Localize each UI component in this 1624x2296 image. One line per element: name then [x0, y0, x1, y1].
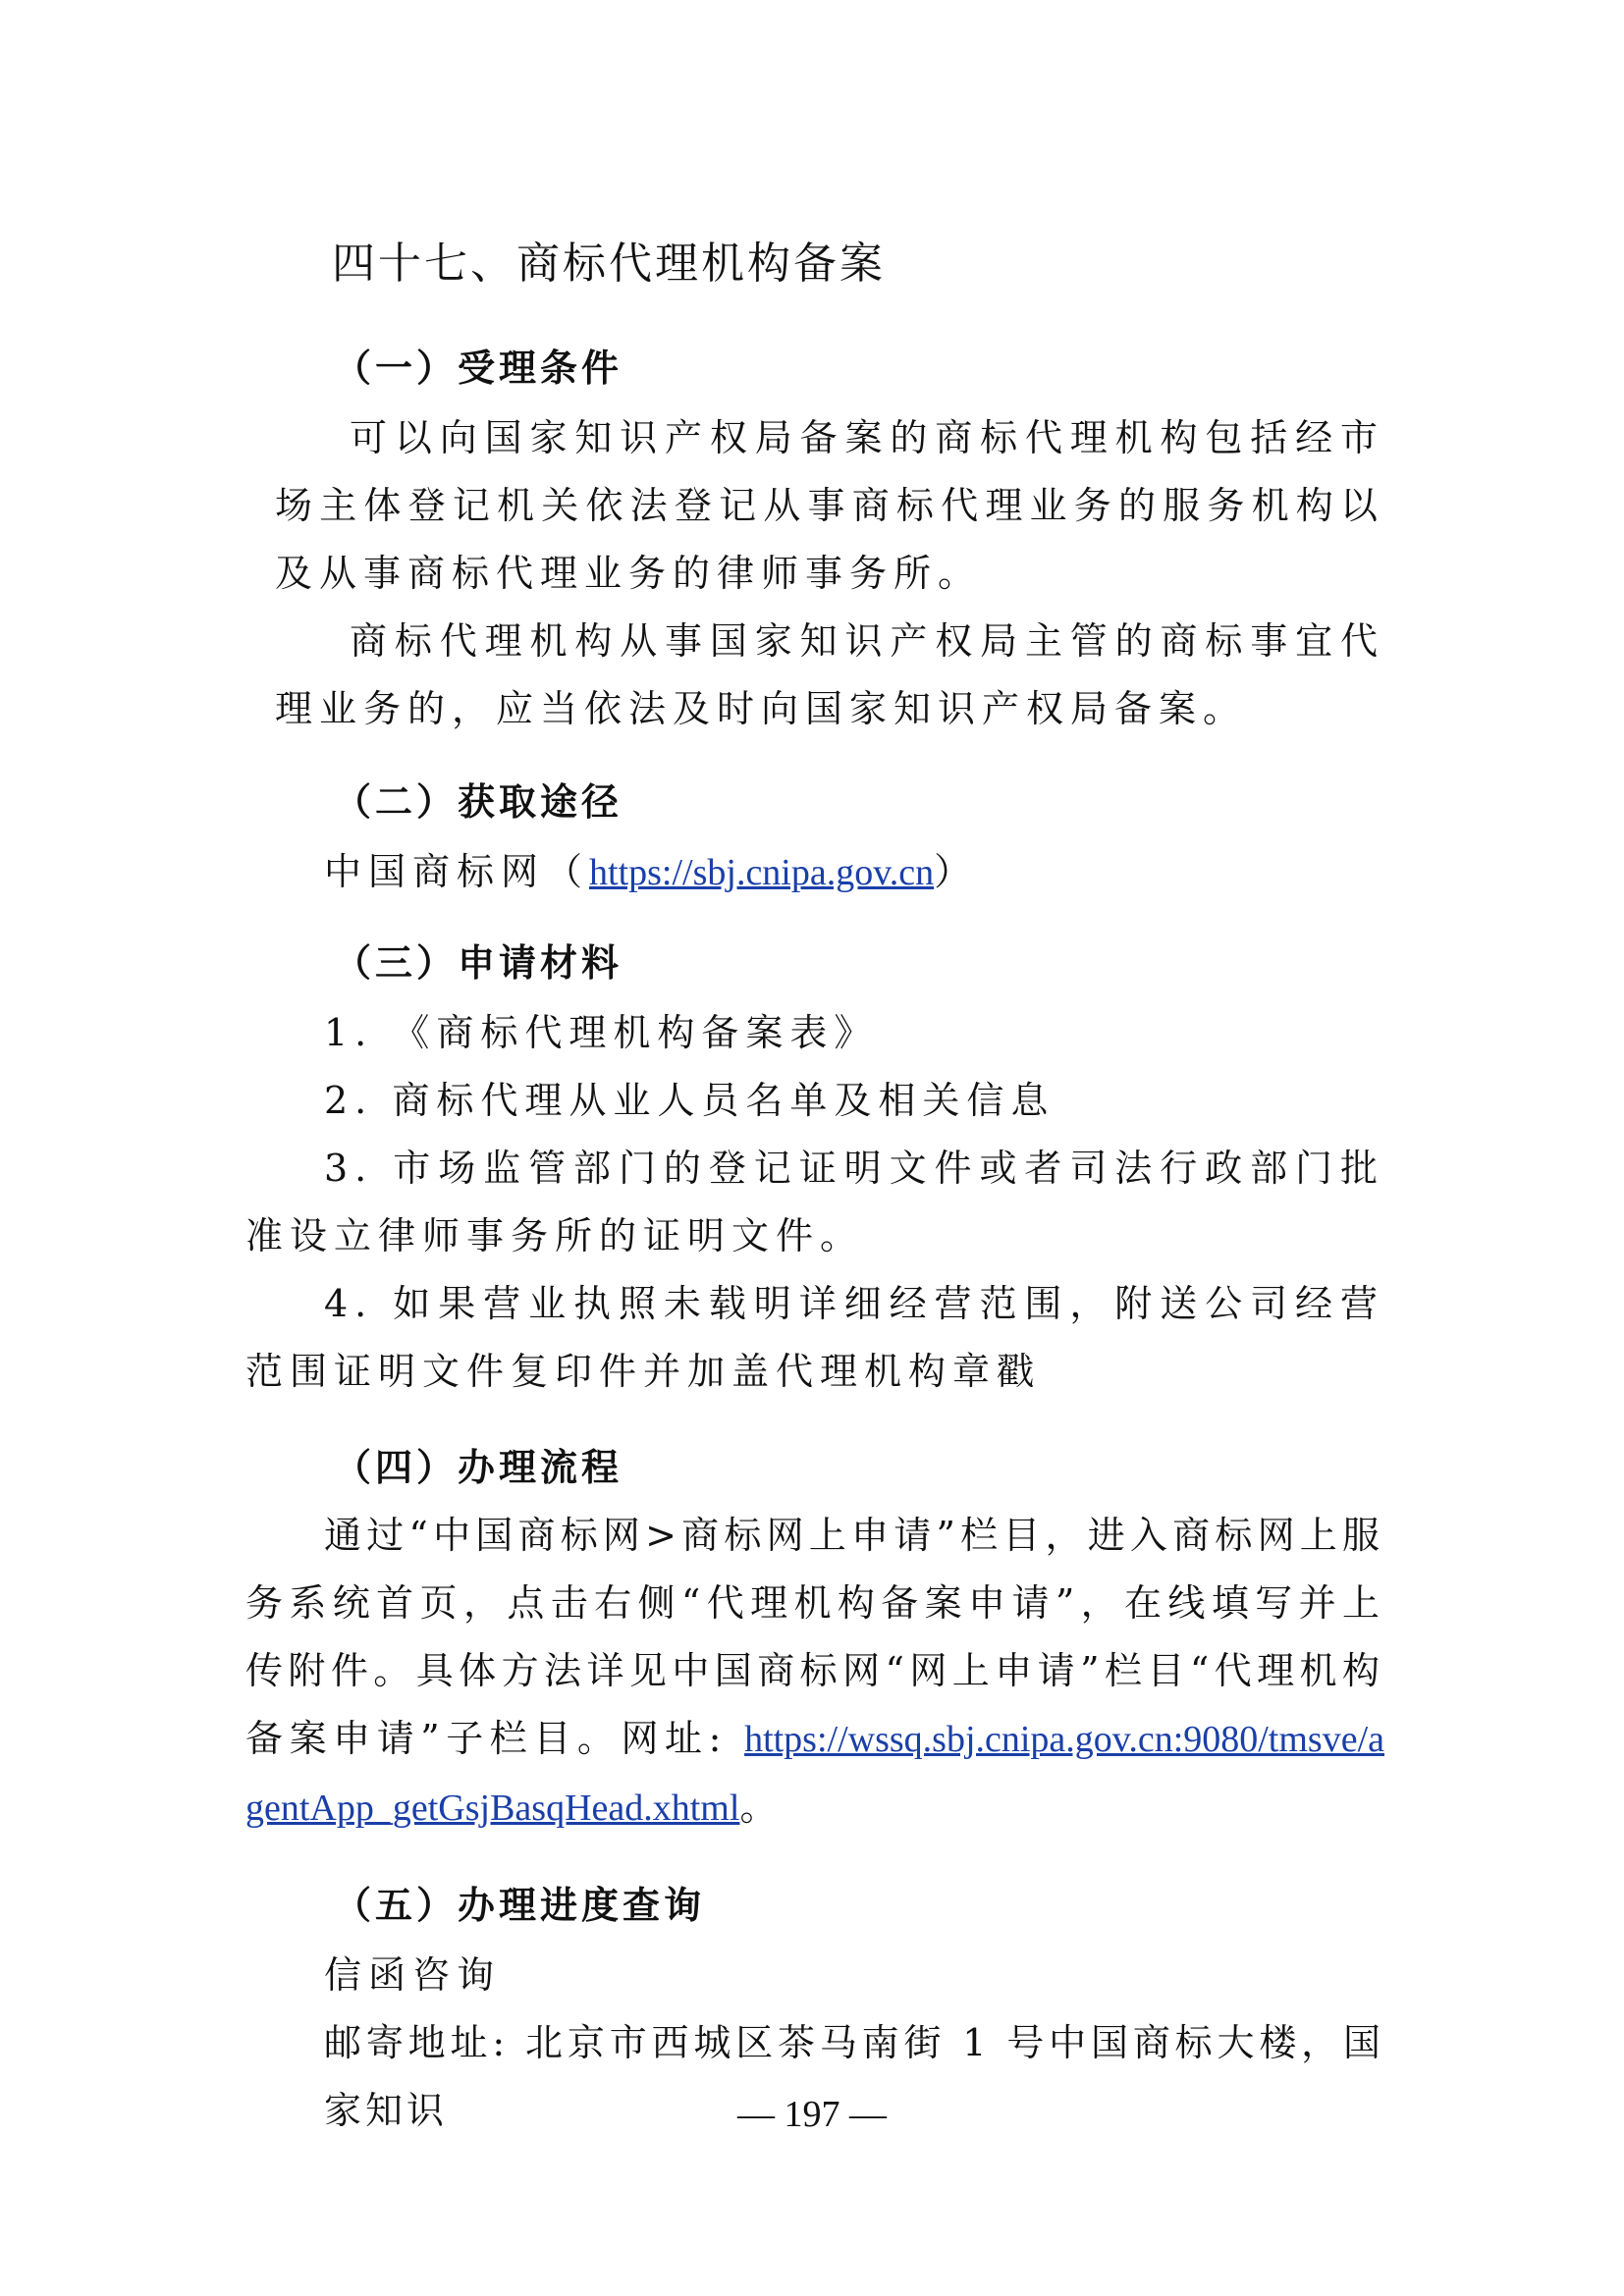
- paragraph: 信函咨询: [324, 1953, 502, 1997]
- section-access-channel: [245, 768, 1384, 907]
- list-item: 4. 如果营业执照未载明详细经营范围，附送公司经营范围证明文件复印件并加盖代理机构章戳: [245, 1282, 1384, 1393]
- paragraph: 邮寄地址: 北京市西城区茶马南街 1 号中国商标大楼，国家知识: [324, 2021, 1384, 2132]
- text-suffix: ）: [934, 850, 979, 893]
- page-title: 四十七、商标代理机构备案: [332, 239, 886, 289]
- agent-filing-link[interactable]: https://wssq.sbj.cnipa.gov.cn:9080/tmsve/agentApp_getGsjBasqHead.xhtml: [245, 1719, 1384, 1829]
- paragraph: 商标代理机构从事国家知识产权局主管的商标事宜代理业务的，应当依法及时向国家知识产权局备案。: [275, 619, 1384, 730]
- list-item: 1. 《商标代理机构备案表》: [324, 1011, 879, 1054]
- list-item: 3. 市场监管部门的登记证明文件或者司法行政部门批准设立律师事务所的证明文件。: [245, 1147, 1384, 1257]
- cnipa-website-link[interactable]: https://sbj.cnipa.gov.cn: [589, 852, 935, 893]
- section-application-materials: [245, 929, 1384, 1406]
- section-heading: （五）办理进度查询: [334, 1883, 706, 1927]
- section-acceptance-body: [245, 404, 1384, 743]
- section-acceptance-conditions: [245, 334, 1384, 402]
- paragraph: [245, 1502, 1384, 1842]
- section-heading: （二）获取途径: [334, 779, 623, 824]
- text-suffix: 。: [739, 1786, 783, 1829]
- section-heading: （一）受理条件: [334, 346, 623, 390]
- section-process: [245, 1433, 1384, 1842]
- section-heading: （三）申请材料: [334, 940, 623, 985]
- section-heading: （四）办理流程: [334, 1445, 623, 1489]
- text-prefix: 中国商标网（: [324, 850, 590, 893]
- paragraph: 可以向国家知识产权局备案的商标代理机构包括经市场主体登记机关依法登记从事商标代理业务的服务机构以及从事商标代理业务的律师事务所。: [275, 416, 1384, 595]
- list-item: 2. 商标代理从业人员名单及相关信息: [324, 1079, 1056, 1122]
- page-number: — 197 —: [737, 2094, 887, 2135]
- process-text: 通过“中国商标网>商标网上申请”栏目，进入商标网上服务系统首页，点击右侧“代理机构备案申请”，在线填写并上传附件。具体方法详见中国商标网“网上申请”栏目“代理机构备案申请”子栏目。网址:: [245, 1514, 1384, 1760]
- paragraph: [245, 838, 1384, 907]
